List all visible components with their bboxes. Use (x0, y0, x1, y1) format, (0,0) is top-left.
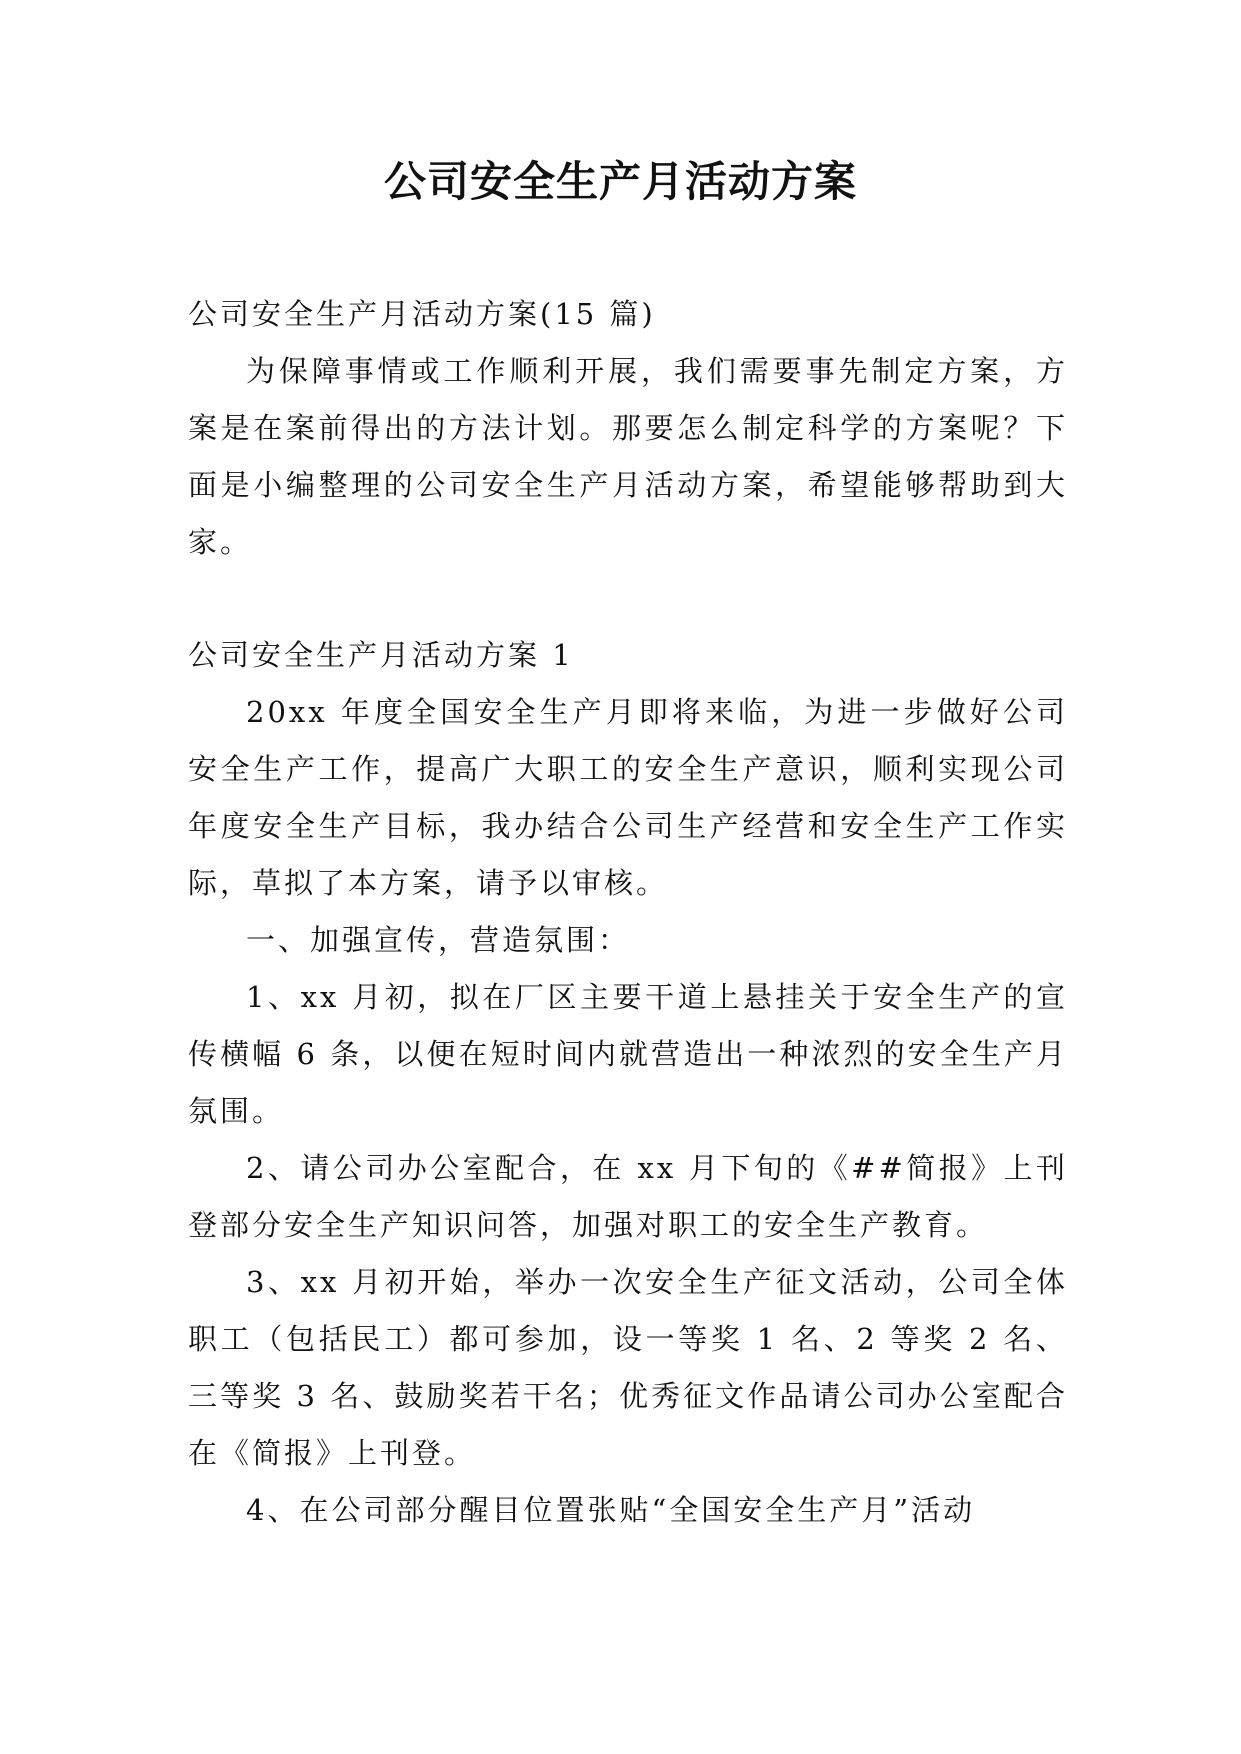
intro-paragraph: 为保障事情或工作顺利开展，我们需要事先制定方案，方案是在案前得出的方法计划。那要怎么制定科学的方案呢？下面是小编整理的公司安全生产月活动方案，希望能够帮助到大家。 (188, 354, 1068, 559)
document-title: 公司安全生产月活动方案 (383, 157, 857, 206)
body-paragraph-3: 1、xx 月初，拟在厂区主要干道上悬挂关于安全生产的宣传横幅 6 条，以便在短时间内就营造出一种浓烈的安全生产月氛围。 (188, 980, 1068, 1128)
body-paragraph-4: 2、请公司办公室配合，在 xx 月下旬的《##简报》上刊登部分安全生产知识问答，加强对职工的安全生产教育。 (188, 1151, 1068, 1242)
body-paragraph-2: 一、加强宣传，营造氛围： (246, 923, 631, 957)
document-subtitle: 公司安全生产月活动方案(15 篇) (188, 297, 656, 331)
document-body (188, 286, 1068, 1539)
section-heading: 公司安全生产月活动方案 1 (188, 638, 574, 672)
body-paragraph-5: 3、xx 月初开始，举办一次安全生产征文活动，公司全体职工（包括民工）都可参加，设一等奖 1 名、2 等奖 2 名、三等奖 3 名、鼓励奖若干名；优秀征文作品请公司办公室配合在《简报》上刊登。 (188, 1265, 1068, 1470)
body-paragraph-6: 4、在公司部分醒目位置张贴“全国安全生产月”活动 (246, 1493, 976, 1527)
body-paragraph-1: 20xx 年度全国安全生产月即将来临，为进一步做好公司安全生产工作，提高广大职工的安全生产意识，顺利实现公司年度安全生产目标，我办结合公司生产经营和安全生产工作实际，草拟了本方案，请予以审核。 (188, 695, 1068, 900)
